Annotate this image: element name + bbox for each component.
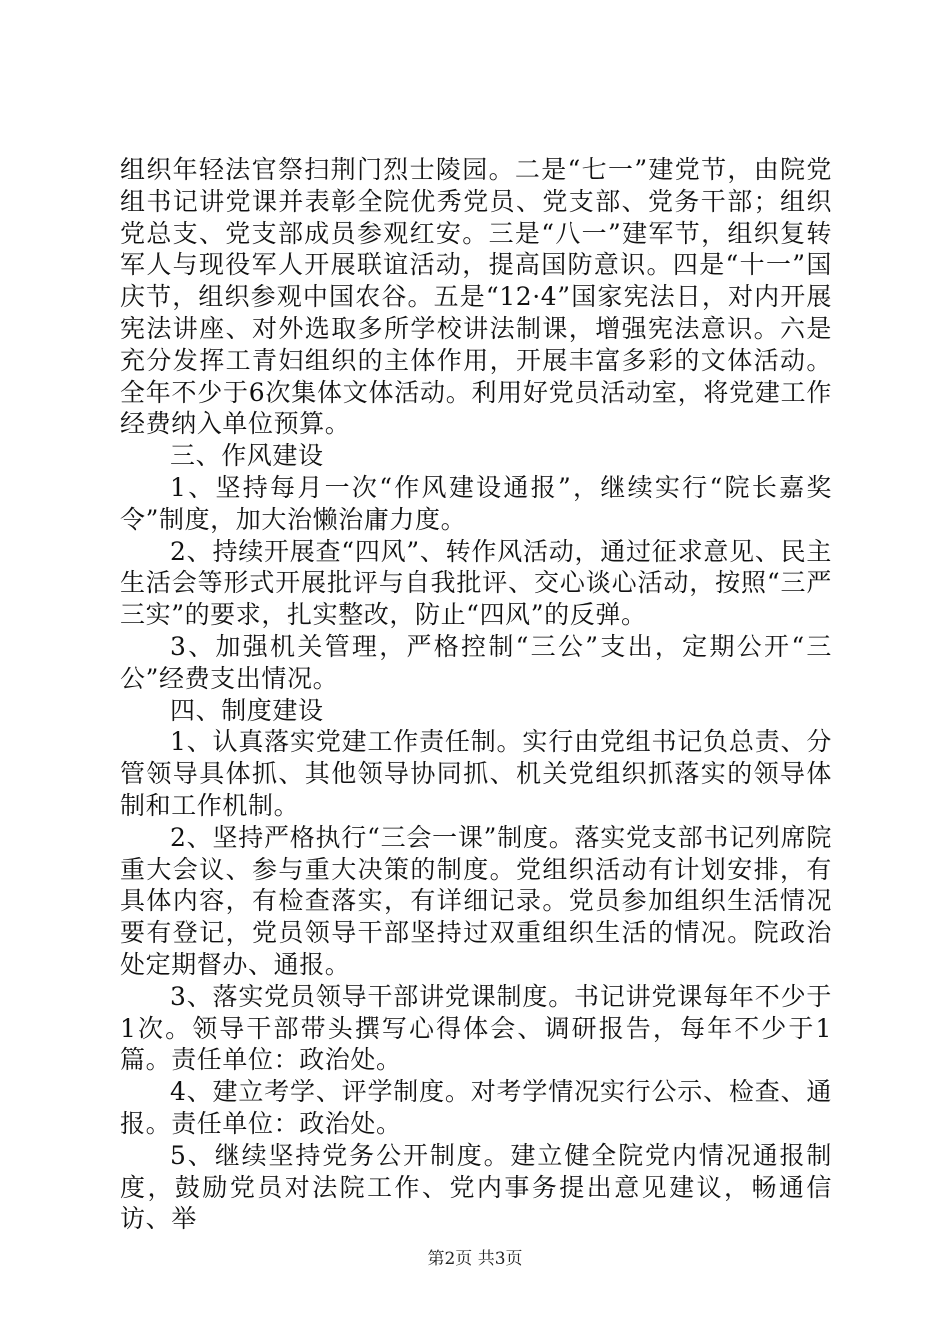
- body-paragraph: 组织年轻法官祭扫荆门烈士陵园。二是“七一”建党节，由院党组书记讲党课并表彰全院优秀党员、党支部、党务干部；组织党总支、党支部成员参观红安。三是“八一”建军节，组织复转军人与现役军人开展联谊活动，提高国防意识。四是“十一”国庆节，组织参观中国农谷。五是“12·4”国家宪法日，对内开展宪法讲座、对外选取多所学校讲法制课，增强宪法意识。六是充分发挥工青妇组织的主体作用，开展丰富多彩的文体活动。全年不少于6次集体文体活动。利用好党员活动室，将党建工作经费纳入单位预算。: [120, 155, 832, 439]
- body-paragraph: 3、落实党员领导干部讲党课制度。书记讲党课每年不少于1次。领导干部带头撰写心得体会、调研报告，每年不少于1篇。责任单位：政治处。: [120, 981, 832, 1075]
- body-paragraph: 三、作风建设: [170, 441, 324, 471]
- body-paragraph: 1、坚持每月一次“作风建设通报”，继续实行“院长嘉奖令”制度，加大治懒治庸力度。: [120, 472, 832, 534]
- body-paragraph: 5、继续坚持党务公开制度。建立健全院党内情况通报制度，鼓励党员对法院工作、党内事务提出意见建议，畅通信访、举: [120, 1140, 832, 1234]
- body-paragraph: 2、坚持严格执行“三会一课”制度。落实党支部书记列席院重大会议、参与重大决策的制度。党组织活动有计划安排，有具体内容，有检查落实，有详细记录。党员参加组织生活情况要有登记，党员领导干部坚持过双重组织生活的情况。院政治处定期督办、通报。: [120, 822, 832, 979]
- body-paragraph: 2、持续开展查“四风”、转作风活动，通过征求意见、民主生活会等形式开展批评与自我批评、交心谈心活动，按照“三严三实”的要求，扎实整改，防止“四风”的反弹。: [120, 536, 832, 630]
- body-paragraph: 1、认真落实党建工作责任制。实行由党组书记负总责、分管领导具体抓、其他领导协同抓、机关党组织抓落实的领导体制和工作机制。: [120, 727, 832, 820]
- document-body: [120, 154, 832, 1235]
- page-number-footer: 第2页 共3页: [427, 1249, 523, 1269]
- body-paragraph: 4、建立考学、评学制度。对考学情况实行公示、检查、通报。责任单位：政治处。: [120, 1077, 832, 1138]
- body-paragraph: 四、制度建设: [170, 695, 324, 725]
- body-paragraph: 3、加强机关管理，严格控制“三公”支出，定期公开“三公”经费支出情况。: [120, 631, 832, 693]
